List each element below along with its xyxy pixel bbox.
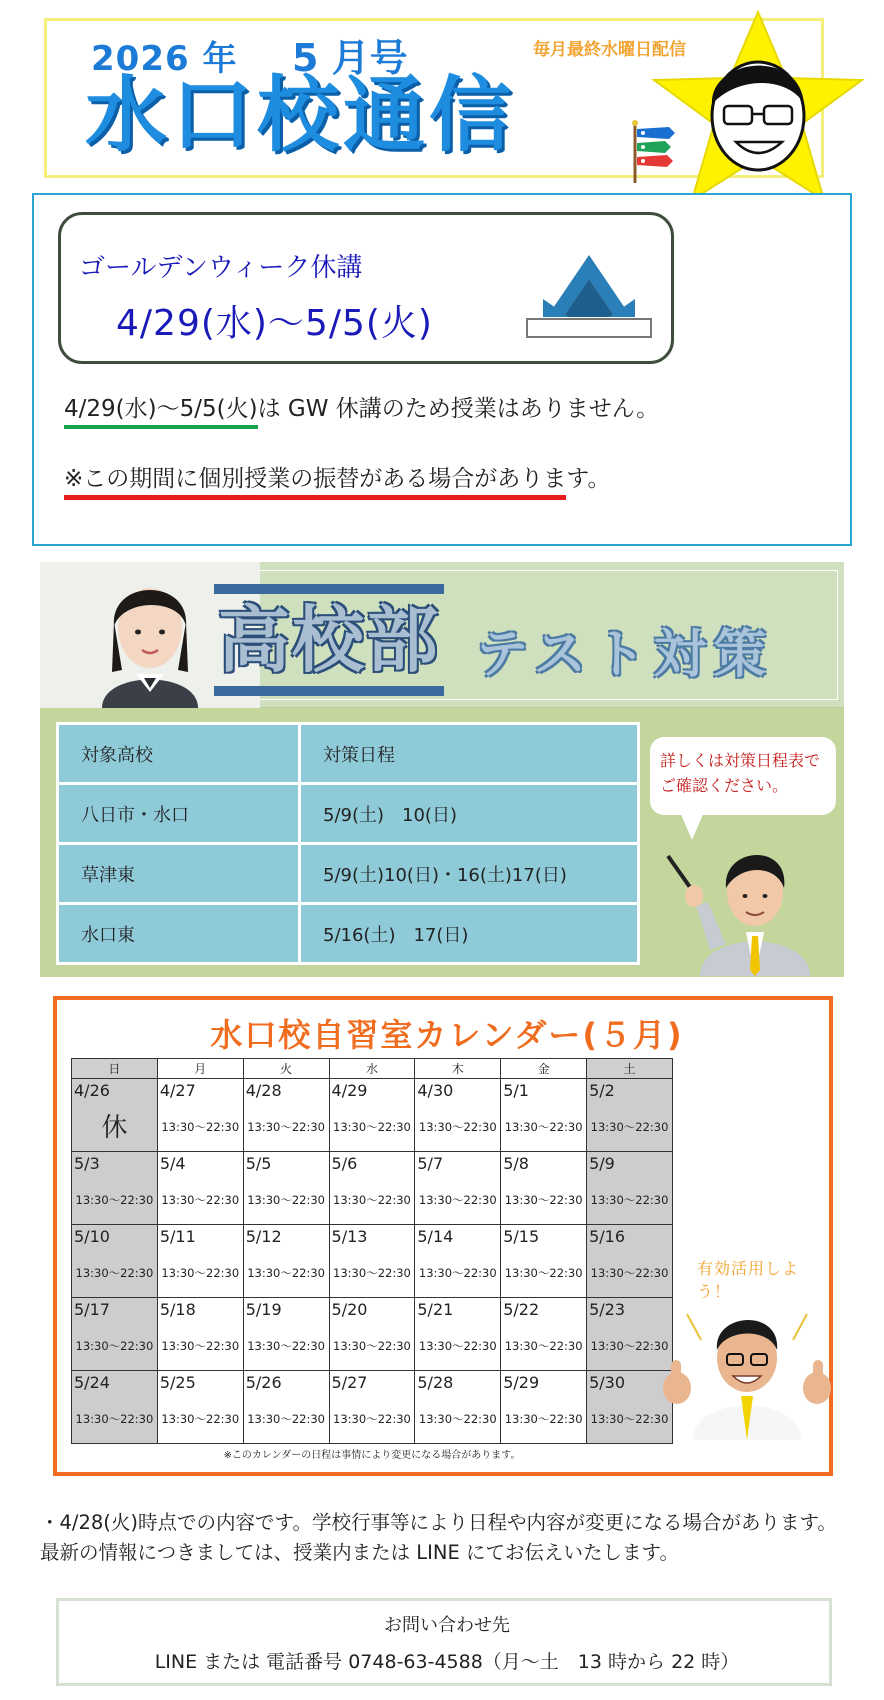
calendar-week-row	[72, 1298, 673, 1371]
calendar-date: 5/30	[589, 1373, 625, 1392]
calendar-date: 4/28	[245, 1081, 282, 1100]
calendar-hours: 13:30～22:30	[75, 1193, 154, 1207]
calendar-section	[53, 996, 833, 1476]
calendar-day-cell	[157, 1298, 243, 1371]
gw-makeup-underlined: ※この期間に個別授業の振替がある場合がありま	[64, 460, 566, 500]
table-cell-school: 八日市・水口	[58, 784, 300, 844]
calendar-date: 5/23	[589, 1300, 625, 1319]
calendar-hours: 13:30～22:30	[504, 1266, 583, 1280]
weekday-sat: 土	[587, 1059, 673, 1079]
calendar-day-cell	[157, 1371, 243, 1444]
calendar-date: 5/5	[245, 1154, 272, 1173]
calendar-date: 5/17	[74, 1300, 110, 1319]
table-row	[58, 784, 639, 844]
calendar-day-cell	[243, 1152, 329, 1225]
calendar-hours: 13:30～22:30	[590, 1339, 669, 1353]
contact-phone: LINE または 電話番号 0748-63-4588（月～土 13 時から 22 時）	[154, 1651, 740, 1673]
calendar-week-row	[72, 1079, 673, 1152]
header-year: 2026 年	[91, 39, 238, 79]
calendar-day-cell	[587, 1079, 673, 1152]
calendar-day-cell	[243, 1225, 329, 1298]
calendar-hours: 13:30～22:30	[247, 1193, 325, 1207]
calendar-date: 5/15	[503, 1227, 540, 1246]
calendar-hours: 13:30～22:30	[590, 1193, 669, 1207]
highschool-subtitle: テスト対策	[476, 625, 774, 685]
contact-label: お問い合わせ先	[384, 1615, 510, 1636]
header-title: 水口校通信	[85, 68, 516, 163]
gw-section	[32, 193, 852, 546]
table-row	[58, 844, 639, 904]
calendar-hours: 13:30～22:30	[161, 1339, 240, 1353]
table-cell-schedule: 5/9(土) 10(日)	[300, 784, 639, 844]
calendar-day-cell	[329, 1079, 415, 1152]
calendar-hours: 13:30～22:30	[504, 1412, 583, 1426]
calendar-day-cell	[72, 1152, 158, 1225]
calendar-date: 5/21	[417, 1300, 454, 1319]
calendar-hours: 13:30～22:30	[504, 1120, 583, 1134]
calendar-title: 水口校自習室カレンダー(５月)	[210, 1016, 684, 1054]
table-cell-school: 水口東	[58, 904, 300, 964]
table-cell-school: 草津東	[58, 844, 300, 904]
calendar-day-cell	[587, 1152, 673, 1225]
calendar-date: 4/29	[331, 1081, 368, 1100]
calendar-hours: 13:30～22:30	[247, 1339, 325, 1353]
calendar-day-cell	[329, 1225, 415, 1298]
calendar-date: 5/10	[74, 1227, 110, 1246]
calendar-date: 4/26	[74, 1081, 110, 1100]
calendar-date: 5/3	[74, 1154, 100, 1173]
gw-closure-dates: 4/29(水)～5/5(火)	[64, 390, 258, 429]
calendar-day-cell	[501, 1298, 587, 1371]
calendar-hours: 13:30～22:30	[75, 1412, 154, 1426]
gw-dates: 4/29(水)～5/5(火)	[116, 303, 433, 344]
calendar-day-cell	[329, 1298, 415, 1371]
calendar-day-cell	[72, 1298, 158, 1371]
calendar-hours: 13:30～22:30	[161, 1193, 240, 1207]
bubble-line-2: ご確認ください。	[660, 775, 789, 795]
calendar-hours: 13:30～22:30	[418, 1266, 497, 1280]
calendar-hours: 13:30～22:30	[75, 1266, 154, 1280]
calendar-day-cell	[501, 1152, 587, 1225]
calendar-date: 5/25	[159, 1373, 196, 1392]
calendar-date: 4/30	[417, 1081, 454, 1100]
calendar-date: 5/13	[331, 1227, 368, 1246]
gw-notice-box	[58, 212, 674, 364]
calendar-date: 5/19	[245, 1300, 282, 1319]
calendar-date: 5/7	[417, 1154, 444, 1173]
calendar-date: 5/14	[417, 1227, 454, 1246]
calendar-hours: 13:30～22:30	[418, 1193, 497, 1207]
calendar-date: 4/27	[159, 1081, 196, 1100]
calendar-day-cell	[157, 1225, 243, 1298]
calendar-date: 5/4	[159, 1154, 186, 1173]
kabuto-icon	[521, 249, 661, 349]
calendar-day-cell	[72, 1225, 158, 1298]
gw-closure-rest: は GW 休講のため授業はありません。	[257, 396, 660, 422]
calendar-day-cell	[243, 1298, 329, 1371]
calendar-day-cell	[72, 1371, 158, 1444]
calendar-hours: 13:30～22:30	[590, 1266, 669, 1280]
gw-makeup-rest: す。	[566, 466, 611, 492]
calendar-date: 5/12	[245, 1227, 282, 1246]
calendar-hours: 13:30～22:30	[418, 1412, 497, 1426]
calendar-hours: 13:30～22:30	[418, 1339, 497, 1353]
gw-title: ゴールデンウィーク休講	[79, 253, 363, 283]
calendar-hours: 13:30～22:30	[504, 1193, 583, 1207]
calendar-encourage: 有効活用しよう！	[697, 1259, 800, 1301]
mascot-star-icon	[640, 8, 870, 208]
calendar-date: 5/2	[589, 1081, 615, 1100]
highschool-section	[40, 562, 844, 977]
calendar-day-cell	[501, 1225, 587, 1298]
weekday-sun: 日	[72, 1059, 158, 1079]
calendar-hours: 13:30～22:30	[333, 1120, 411, 1134]
calendar-week-row	[72, 1225, 673, 1298]
calendar-date: 5/26	[245, 1373, 282, 1392]
header-issue: 5 月号	[292, 36, 408, 80]
bubble-line-1: 詳しくは対策日程表で	[660, 751, 821, 770]
calendar-date: 5/8	[503, 1154, 529, 1173]
calendar-date: 5/29	[503, 1373, 540, 1392]
calendar-day-cell	[415, 1225, 501, 1298]
table-header-row	[58, 724, 639, 784]
calendar-date: 5/6	[331, 1154, 358, 1173]
highschool-title: 高校部	[214, 584, 444, 696]
calendar-note: ※このカレンダーの日程は事情により変更になる場合があります。	[223, 1450, 521, 1461]
calendar-hours: 13:30～22:30	[75, 1339, 154, 1353]
calendar-date: 5/1	[503, 1081, 529, 1100]
calendar-day-cell	[501, 1371, 587, 1444]
gw-makeup-text	[64, 460, 610, 500]
calendar-date: 5/9	[589, 1154, 615, 1173]
contact-box	[56, 1598, 832, 1686]
calendar-date: 5/11	[159, 1227, 196, 1246]
weekday-thu: 木	[415, 1059, 501, 1079]
calendar-day-cell	[72, 1079, 158, 1152]
test-schedule-table	[56, 722, 640, 965]
calendar-day-cell	[157, 1152, 243, 1225]
calendar-hours: 13:30～22:30	[333, 1266, 411, 1280]
calendar-week-row	[72, 1371, 673, 1444]
calendar-hours: 13:30～22:30	[161, 1412, 240, 1426]
calendar-table	[71, 1058, 673, 1444]
update-notice: ・4/28(火)時点での内容です。学校行事等により日程や内容が変更になる場合があります。最新の情報につきましては、授業内または LINE にてお伝えいたします。	[40, 1511, 837, 1564]
calendar-day-cell	[243, 1371, 329, 1444]
calendar-hours: 13:30～22:30	[590, 1412, 669, 1426]
table-header-schedule: 対策日程	[300, 724, 639, 784]
calendar-hours: 13:30～22:30	[161, 1120, 240, 1134]
calendar-hours: 13:30～22:30	[247, 1120, 325, 1134]
table-cell-schedule: 5/9(土)10(日)・16(土)17(日)	[300, 844, 639, 904]
calendar-date: 5/16	[589, 1227, 625, 1246]
highschool-banner	[40, 562, 844, 708]
calendar-hours: 13:30～22:30	[247, 1266, 325, 1280]
table-cell-schedule: 5/16(土) 17(日)	[300, 904, 639, 964]
weekday-fri: 金	[501, 1059, 587, 1079]
calendar-date: 5/27	[331, 1373, 368, 1392]
teacher-pointing-icon	[660, 820, 840, 976]
calendar-day-cell	[243, 1079, 329, 1152]
calendar-day-cell	[329, 1152, 415, 1225]
weekday-mon: 月	[157, 1059, 243, 1079]
calendar-week-row	[72, 1152, 673, 1225]
calendar-day-cell	[415, 1079, 501, 1152]
calendar-day-cell	[501, 1079, 587, 1152]
weekday-tue: 火	[243, 1059, 329, 1079]
calendar-hours: 13:30～22:30	[504, 1339, 583, 1353]
calendar-holiday: 休	[101, 1113, 128, 1143]
calendar-hours: 13:30～22:30	[333, 1339, 411, 1353]
calendar-date: 5/28	[417, 1373, 454, 1392]
weekday-header-row	[72, 1059, 673, 1079]
calendar-day-cell	[415, 1152, 501, 1225]
weekday-wed: 水	[329, 1059, 415, 1079]
calendar-date: 5/20	[331, 1300, 368, 1319]
calendar-hours: 13:30～22:30	[590, 1120, 669, 1134]
calendar-hours: 13:30～22:30	[333, 1193, 411, 1207]
calendar-hours: 13:30～22:30	[247, 1412, 325, 1426]
speech-bubble	[650, 737, 836, 815]
header-schedule: 毎月最終水曜日配信	[533, 40, 686, 60]
thumbs-up-man-icon	[657, 1284, 837, 1440]
calendar-day-cell	[415, 1371, 501, 1444]
calendar-day-cell	[415, 1298, 501, 1371]
calendar-date: 5/24	[74, 1373, 110, 1392]
calendar-date: 5/18	[159, 1300, 196, 1319]
calendar-date: 5/22	[503, 1300, 540, 1319]
table-header-school: 対象高校	[58, 724, 300, 784]
gw-closure-text	[64, 390, 659, 429]
calendar-day-cell	[157, 1079, 243, 1152]
table-row	[58, 904, 639, 964]
calendar-day-cell	[329, 1371, 415, 1444]
calendar-hours: 13:30～22:30	[418, 1120, 497, 1134]
calendar-hours: 13:30～22:30	[333, 1412, 411, 1426]
calendar-hours: 13:30～22:30	[161, 1266, 240, 1280]
